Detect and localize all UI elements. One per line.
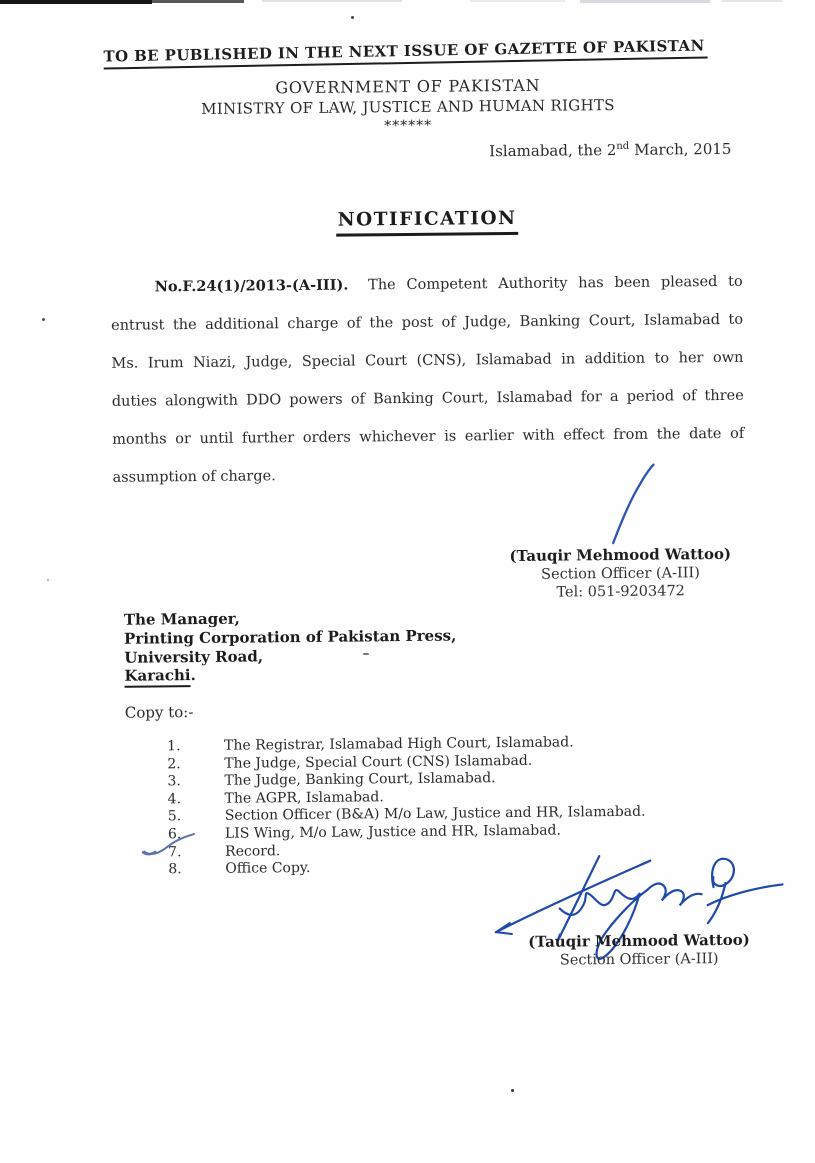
signature-letter-stroke	[647, 883, 701, 906]
list-item-text: The Registrar, Islamabad High Court, Islamabad.	[224, 734, 574, 754]
signatory-designation: Section Officer (A-III)	[559, 951, 719, 969]
dateline-text: March, 2015	[634, 139, 732, 159]
addressee-block	[124, 608, 457, 686]
signatory-designation: Section Officer (A-III)	[541, 564, 700, 583]
body-line: assumption of charge.	[112, 468, 276, 486]
pen-tick-mark	[141, 829, 197, 860]
government-line: GOVERNMENT OF PAKISTAN	[275, 75, 541, 98]
signatory-name: (Tauqir Mehmood Wattoo)	[528, 930, 750, 951]
reference-number: No.F.24(1)/2013-(A-III).	[154, 276, 349, 296]
signature-loop	[712, 859, 734, 887]
list-item-number: 1.	[167, 738, 181, 755]
initials-stroke-path	[612, 465, 654, 543]
addressee-line: The Manager,	[123, 609, 240, 629]
notification-heading-wrap	[327, 208, 527, 237]
addressee-line: Printing Corporation of Pakistan Press,	[124, 626, 457, 648]
addressee-city: Karachi	[124, 666, 190, 687]
list-item-number: 5.	[167, 808, 182, 825]
addressee-line: University Road,	[124, 646, 264, 667]
initials-ink-stroke	[597, 461, 662, 550]
stars-separator: ******	[384, 117, 433, 135]
signatory-upper	[492, 545, 749, 603]
body-line: months or until further orders whichever is earlier with effect from the date of	[112, 425, 745, 448]
signature-arrow-barb	[496, 923, 510, 932]
list-item-text: Office Copy.	[225, 860, 311, 877]
dateline-text: Islamabad, the 2	[489, 140, 617, 161]
signature-arrow-barb	[496, 932, 512, 934]
tick-stroke-path	[143, 852, 155, 854]
list-item-text: The Judge, Special Court (CNS) Islamabad.	[224, 752, 533, 772]
dateline	[451, 140, 731, 161]
tick-stroke-path	[144, 834, 194, 854]
signatory-lower	[514, 931, 764, 971]
ministry-line: MINISTRY OF LAW, JUSTICE AND HUMAN RIGHTS	[201, 95, 615, 118]
signatory-name: (Tauqir Mehmood Wattoo)	[509, 544, 732, 566]
list-item-number: 4.	[167, 790, 182, 808]
signatory-phone: Tel: 051-9203472	[556, 583, 685, 601]
list-item-number: 2.	[167, 755, 181, 772]
body-line: duties alongwith DDO powers of Banking Court, Islamabad for a period of three	[111, 387, 744, 410]
body-text: The Competent Authority has been pleased to	[368, 273, 743, 294]
letterhead	[88, 75, 729, 138]
list-item-number: 7.	[168, 843, 182, 860]
body-line	[111, 263, 743, 307]
list-item-text: Record.	[225, 842, 281, 860]
list-item-text: The AGPR, Islamabad.	[224, 789, 384, 807]
list-item-number: 3.	[167, 773, 181, 790]
notification-heading: NOTIFICATION	[336, 208, 519, 237]
addressee-city-period: .	[190, 666, 196, 685]
addressee-city-line	[124, 664, 456, 686]
copy-to-label: Copy to:-	[124, 703, 194, 722]
list-item-text: The Judge, Banking Court, Islamabad.	[224, 770, 496, 789]
dateline-ordinal: nd	[616, 140, 630, 152]
body-line: Ms. Irum Niazi, Judge, Special Court (CNS), Islamabad in addition to her own	[111, 349, 744, 372]
body-line: entrust the additional charge of the post of Judge, Banking Court, Islamabad to	[111, 311, 744, 334]
list-item-number: 6.	[167, 826, 182, 843]
signature-underline-stroke	[495, 861, 651, 932]
list-item-number: 8.	[168, 861, 182, 878]
gazette-publish-notice: TO BE PUBLISHED IN THE NEXT ISSUE OF GAZETTE OF PAKISTAN	[103, 36, 708, 69]
list-item-text: LIS Wing, M/o Law, Justice and HR, Islamabad.	[224, 822, 562, 842]
list-item-text: Section Officer (B&A) M/o Law, Justice and HR, Islamabad.	[224, 804, 646, 825]
